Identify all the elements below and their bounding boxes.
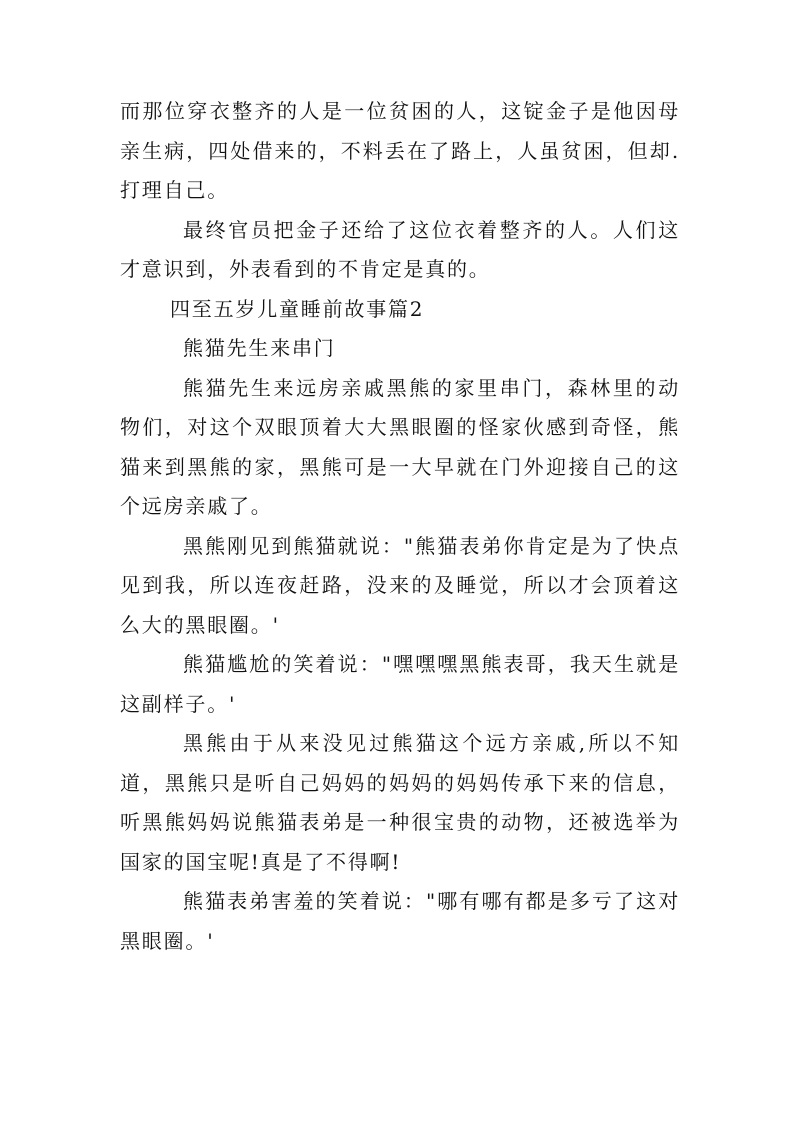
document-page	[120, 92, 680, 961]
section-heading: 四至五岁儿童睡前故事篇2	[170, 296, 425, 321]
story-paragraph-bear-explains: 黑熊由于从来没见过熊猫这个远方亲戚,所以不知道，黑熊只是听自己妈妈的妈妈的妈妈传承下来的信息，听黑熊妈妈说熊猫表弟是一种很宝贵的动物，还被选举为国家的国宝呢!真是了不得啊!	[120, 731, 680, 874]
story-title: 熊猫先生来串门	[183, 336, 336, 360]
story-paragraph-poor-man: 而那位穿衣整齐的人是一位贫困的人，这锭金子是他因母亲生病，四处借来的，不料丢在了路上，人虽贫困，但却.打理自己。	[120, 99, 680, 202]
story-paragraph-panda-reply: 熊猫尴尬的笑着说："嘿嘿嘿黑熊表哥，我天生就是这副样子。'	[120, 652, 680, 716]
story-paragraph-moral: 最终官员把金子还给了这位衣着整齐的人。人们这才意识到，外表看到的不肯定是真的。	[120, 217, 680, 281]
story-paragraph-panda-shy: 熊猫表弟害羞的笑着说："哪有哪有都是多亏了这对黑眼圈。'	[120, 889, 680, 953]
story-paragraph-intro: 熊猫先生来远房亲戚黑熊的家里串门，森林里的动物们，对这个双眼顶着大大黑眼圈的怪家伙感到奇怪，熊猫来到黑熊的家，黑熊可是一大早就在门外迎接自己的这个远房亲戚了。	[120, 375, 680, 518]
story-paragraph-bear-speaks: 黑熊刚见到熊猫就说："熊猫表弟你肯定是为了快点见到我，所以连夜赶路，没来的及睡觉，所以才会顶着这么大的黑眼圈。'	[120, 533, 680, 637]
